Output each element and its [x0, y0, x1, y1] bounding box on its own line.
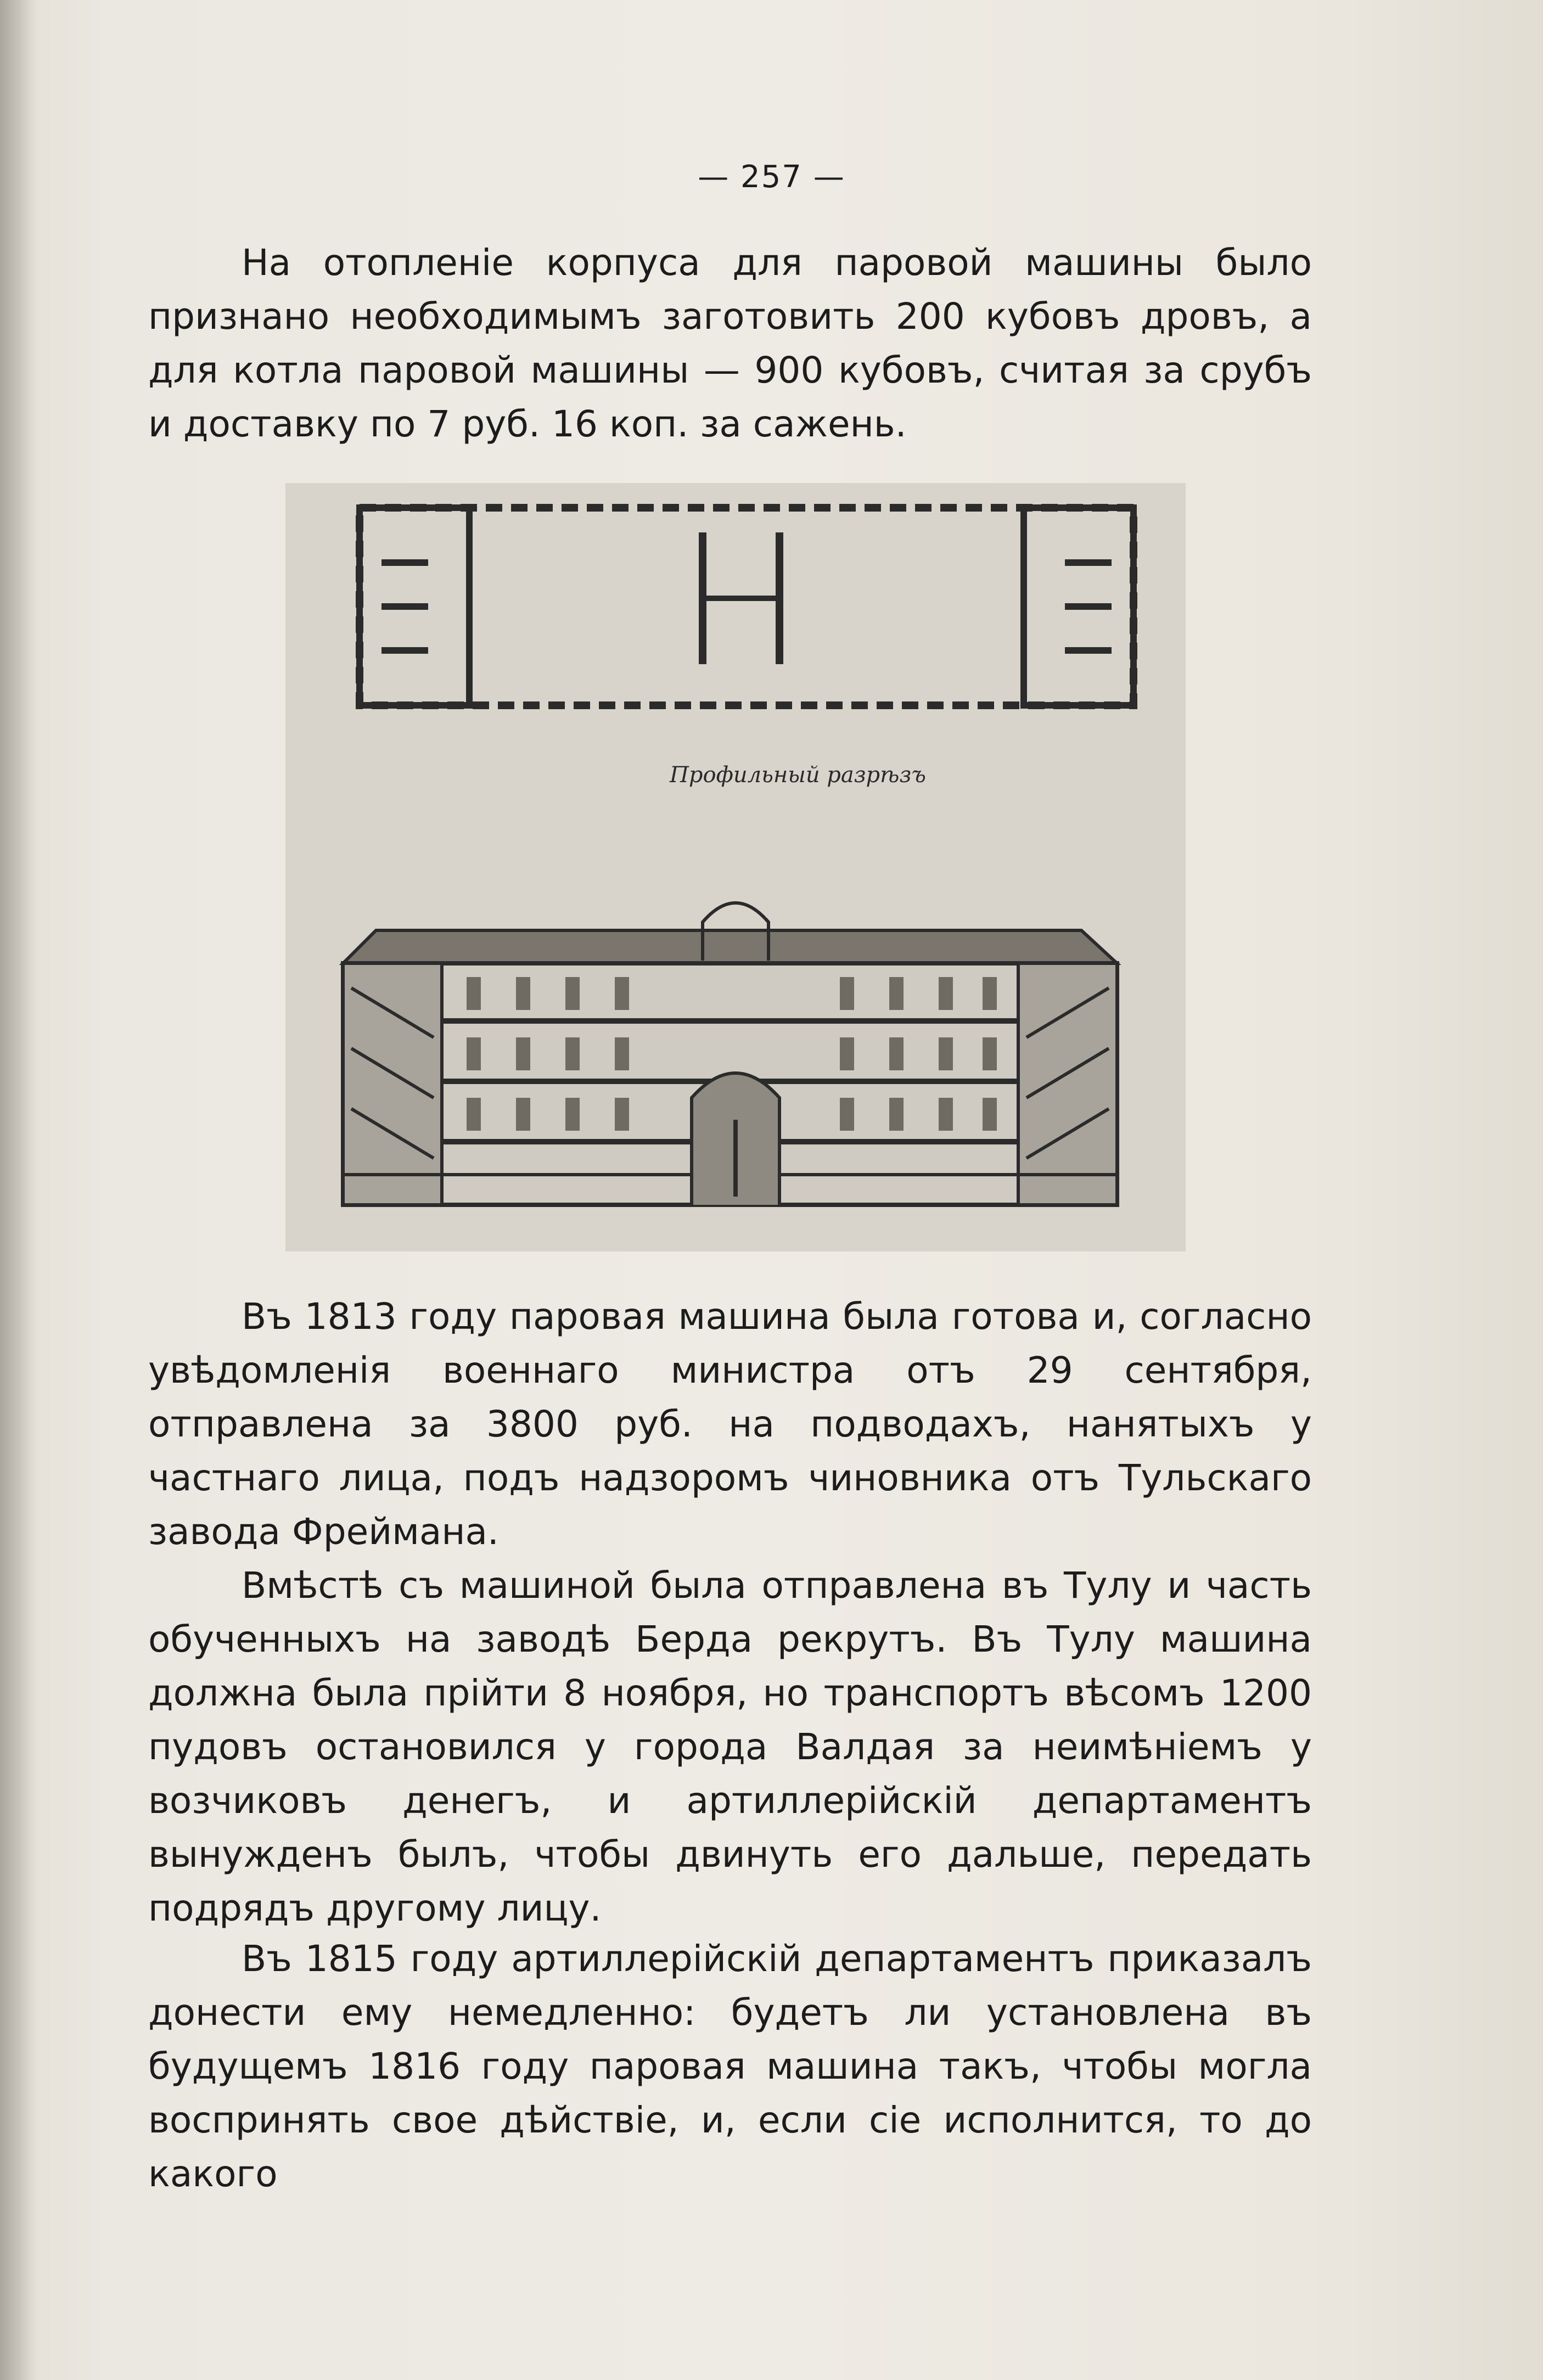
figure-caption: Профильный разрѣзъ	[670, 762, 926, 788]
paragraph-3: Вмѣстѣ съ машиной была отправлена въ Тулу и часть обученныхъ на заводѣ Берда рекрутъ. Въ Тулу машина должна была прійти 8 ноября, но транспортъ вѣсомъ 1200 пудовъ остановился у города Валдая за неимѣніемъ у возчиковъ денегъ, и артиллерійскій департаментъ вынужденъ былъ, чтобы двинуть его дальше, передать подрядъ другому лицу.	[148, 1564, 1312, 1929]
page-number: — 257 —	[698, 159, 845, 195]
paragraph-2: Въ 1813 году паровая машина была готова и, согласно увѣдомленія военнаго министра отъ 29 сентября, отправлена за 3800 руб. на подводахъ, нанятыхъ у частнаго лица, подъ надзоромъ чиновника отъ Тульскаго завода Фреймана.	[148, 1295, 1312, 1553]
cross-section	[343, 903, 1117, 1205]
building-plan-figure	[285, 483, 1186, 1251]
building-drawing	[285, 483, 1186, 1251]
paragraph-1: На отопленіе корпуса для паровой машины было признано необходимымъ заготовить 200 кубовъ дровъ, а для котла паровой машины — 900 кубовъ, считая за срубъ и доставку по 7 руб. 16 коп. за сажень.	[148, 242, 1312, 445]
page-gutter-shadow	[0, 0, 38, 2380]
floor-plan	[360, 508, 1134, 705]
paragraph-4: Въ 1815 году артиллерійскій департаментъ приказалъ донести ему немедленно: будетъ ли установлена въ будущемъ 1816 году паровая машина такъ, чтобы могла воспринять свое дѣйствіе, и, если сіе исполнится, то до какого	[148, 1938, 1312, 2195]
